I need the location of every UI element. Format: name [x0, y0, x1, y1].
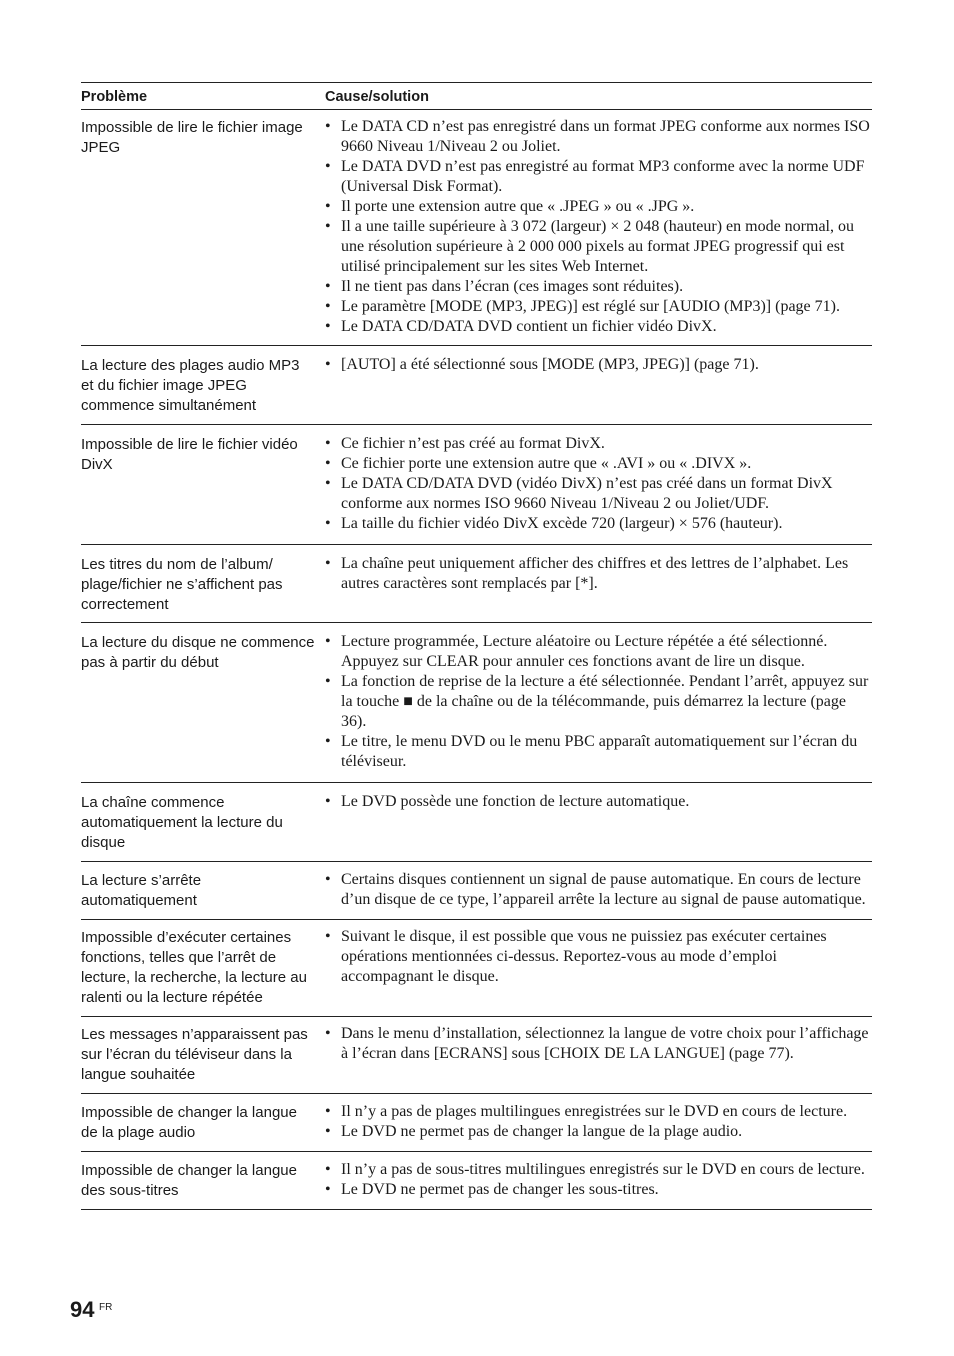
solution-item: • Il n’y a pas de plages multilingues enregistrées sur le DVD en cours de lecture. [325, 1102, 872, 1122]
solution-item: • Ce fichier porte une extension autre que « .AVI » ou « .DIVX ». [325, 454, 872, 474]
solution-item: • Suivant le disque, il est possible que vous ne puissiez pas exécuter certaines opérations mentionnées ci-dessus. Reportez-vous au mode d’emploi accompagnant le disque. [325, 927, 872, 987]
solution-item: • Le DATA DVD n’est pas enregistré au format MP3 conforme avec la norme UDF (Universal Disk Format). [325, 157, 872, 197]
solution-cell [325, 783, 872, 861]
solution-item: • Il a une taille supérieure à 3 072 (largeur) × 2 048 (hauteur) en mode normal, ou une résolution supérieure à 2 000 000 pixels au format JPEG progressif qui est utilisé principalement sur les sites Web Internet. [325, 217, 872, 277]
solution-cell [325, 346, 872, 424]
solution-list [325, 110, 872, 345]
solution-list [325, 862, 872, 918]
table-row [81, 1152, 872, 1210]
solution-item: • Il n’y a pas de sous-titres multilingues enregistrés sur le DVD en cours de lecture. [325, 1160, 872, 1180]
solution-item: • Certains disques contiennent un signal de pause automatique. En cours de lecture d’un disque de ce type, l’appareil arrête la lecture au signal de pause automatique. [325, 870, 872, 910]
table-row [81, 110, 872, 346]
header-solution: Cause/solution [325, 89, 429, 105]
solution-cell [325, 1017, 872, 1093]
solution-item: • Il porte une extension autre que « .JPEG » ou « .JPG ». [325, 197, 872, 217]
solution-cell [325, 425, 872, 544]
table-row [81, 346, 872, 425]
troubleshooting-table [81, 82, 872, 1210]
problem-cell: La lecture du disque ne commence pas à partir du début [81, 634, 315, 671]
solution-item: • Le DATA CD/DATA DVD contient un fichier vidéo DivX. [325, 317, 872, 337]
problem-cell: Impossible d’exécuter certaines fonctions, telles que l’arrêt de lecture, la recherche, la lecture au ralenti ou la lecture répétée [81, 929, 307, 1006]
table-row [81, 623, 872, 783]
table-row [81, 425, 872, 545]
solution-cell [325, 545, 872, 622]
problem-cell: Impossible de lire le fichier image JPEG [81, 119, 303, 156]
problem-cell: Impossible de changer la langue des sous-titres [81, 1162, 297, 1199]
solution-cell [325, 623, 872, 782]
solution-cell [325, 1094, 872, 1151]
table-row [81, 783, 872, 862]
solution-item: • Le DVD possède une fonction de lecture automatique. [325, 792, 872, 812]
problem-cell: La lecture s’arrête automatiquement [81, 872, 202, 909]
solution-item: • Lecture programmée, Lecture aléatoire ou Lecture répétée a été sélectionné. Appuyez sur CLEAR pour annuler ces fonctions avant de lire un disque. [325, 632, 872, 672]
problem-cell: Impossible de changer la langue de la plage audio [81, 1104, 297, 1141]
solution-cell [325, 862, 872, 919]
solution-cell [325, 920, 872, 1016]
solution-list [325, 1152, 872, 1208]
table-body [81, 110, 872, 1210]
solution-list [325, 346, 872, 383]
solution-list [325, 783, 872, 820]
solution-item: • La taille du fichier vidéo DivX excède 720 (largeur) × 576 (hauteur). [325, 514, 872, 534]
header-problem: Problème [81, 89, 148, 105]
solution-item: • Le DATA CD n’est pas enregistré dans un format JPEG conforme aux normes ISO 9660 Niveau 1/Niveau 2 ou Joliet. [325, 117, 872, 157]
solution-list [325, 1094, 872, 1150]
solution-item: • Le DATA CD/DATA DVD (vidéo DivX) n’est pas créé dans un format DivX conforme aux normes ISO 9660 Niveau 1/Niveau 2 ou Joliet/UDF. [325, 474, 872, 514]
solution-item: • [AUTO] a été sélectionné sous [MODE (MP3, JPEG)] (page 71). [325, 355, 872, 375]
solution-list [325, 545, 872, 601]
solution-item: • Ce fichier n’est pas créé au format DivX. [325, 434, 872, 454]
solution-item: • Le titre, le menu DVD ou le menu PBC apparaît automatiquement sur l’écran du téléviseur. [325, 732, 872, 772]
solution-item: • La fonction de reprise de la lecture a été sélectionnée. Pendant l’arrêt, appuyez sur la touche ■ de la chaîne ou de la télécommande, puis démarrez la lecture (page 36). [325, 672, 872, 732]
problem-cell: La lecture des plages audio MP3 et du fichier image JPEG commence simultanément [81, 357, 300, 414]
solution-cell [325, 1152, 872, 1209]
solution-list [325, 1017, 872, 1072]
page-number: 94 [70, 1297, 95, 1322]
solution-cell [325, 110, 872, 345]
solution-item: • Dans le menu d’installation, sélectionnez la langue de votre choix pour l’affichage à l’écran dans [ECRANS] sous [CHOIX DE LA LANGUE] (page 77). [325, 1024, 872, 1064]
solution-item: • Il ne tient pas dans l’écran (ces images sont réduites). [325, 277, 872, 297]
page-language-code: FR [99, 1302, 113, 1313]
solution-list [325, 623, 872, 782]
solution-list [325, 425, 872, 544]
table-row [81, 920, 872, 1017]
solution-item: • La chaîne peut uniquement afficher des chiffres et des lettres de l’alphabet. Les autres caractères sont remplacés par [*]. [325, 554, 872, 594]
table-row [81, 545, 872, 623]
problem-cell: Impossible de lire le fichier vidéo DivX [81, 436, 298, 473]
table-header [81, 83, 872, 110]
solution-item: • Le DVD ne permet pas de changer la langue de la plage audio. [325, 1122, 872, 1142]
solution-item: • Le DVD ne permet pas de changer les sous-titres. [325, 1180, 872, 1200]
problem-cell: Les titres du nom de l’album/ plage/fichier ne s’affichent pas correctement [81, 556, 283, 613]
solution-list [325, 920, 872, 995]
problem-cell: La chaîne commence automatiquement la lecture du disque [81, 794, 283, 851]
table-row [81, 862, 872, 920]
table-row [81, 1094, 872, 1152]
problem-cell: Les messages n’apparaissent pas sur l’écran du téléviseur dans la langue souhaitée [81, 1026, 308, 1083]
table-row [81, 1017, 872, 1094]
solution-item: • Le paramètre [MODE (MP3, JPEG)] est réglé sur [AUDIO (MP3)] (page 71). [325, 297, 872, 317]
